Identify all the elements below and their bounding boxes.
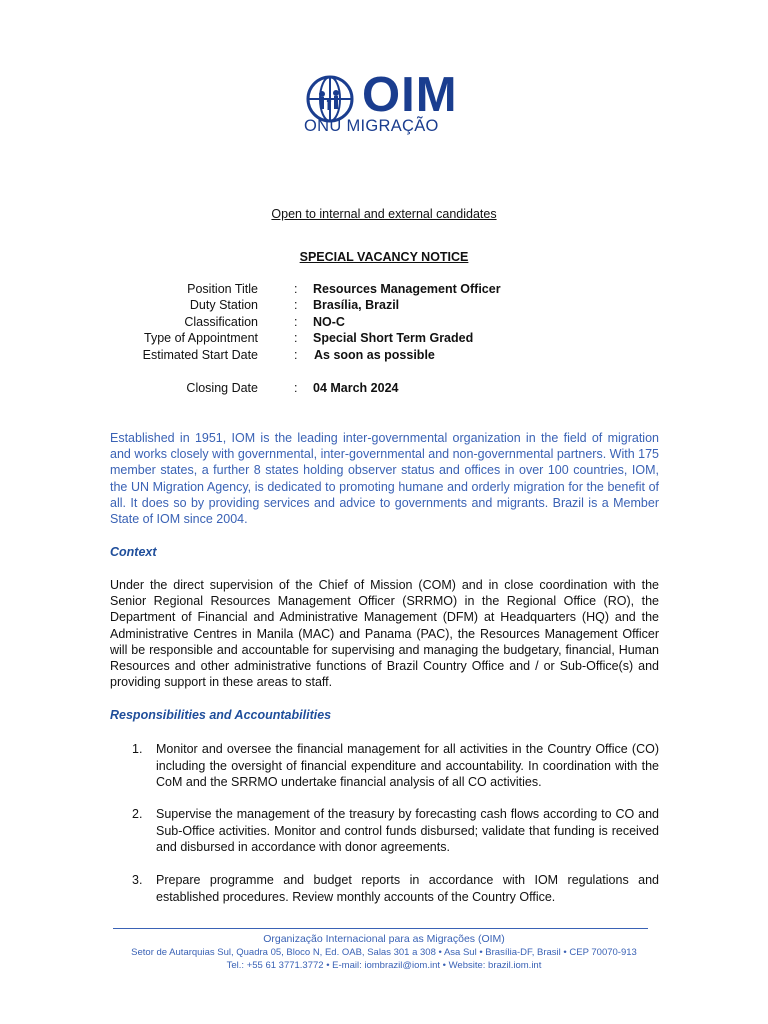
responsibilities-heading: Responsibilities and Accountabilities <box>110 708 332 722</box>
footer-address: Setor de Autarquias Sul, Quadra 05, Bloco N, Ed. OAB, Salas 301 a 308 • Asa Sul • Brasília-DF, Brasil • CEP 70070-913 <box>131 947 637 958</box>
detail-row-classification <box>0 315 768 332</box>
list-item-number: 2. <box>132 807 143 821</box>
detail-label: Classification <box>184 315 258 329</box>
footer-divider <box>113 928 648 929</box>
footer-contact: Tel.: +55 61 3771.3772 • E-mail: iombrazil@iom.int • Website: brazil.iom.int <box>226 960 542 971</box>
detail-colon: : <box>294 381 298 395</box>
detail-label: Type of Appointment <box>144 331 258 345</box>
oim-logo <box>302 68 472 142</box>
detail-row-type-of-appointment <box>0 331 768 348</box>
detail-value: As soon as possible <box>314 348 435 362</box>
context-heading: Context <box>110 545 157 559</box>
logo-acronym: OIM <box>362 68 458 122</box>
detail-colon: : <box>294 298 298 312</box>
list-item-text: Supervise the management of the treasury by forecasting cash flows according to CO and Sub-Office activities. Monitor and control funds disbursed; validate that funding is received and disbursed in accordance with donor agreements. <box>156 807 659 854</box>
detail-colon: : <box>294 348 298 362</box>
candidates-line: Open to internal and external candidates <box>271 207 497 221</box>
detail-row-duty-station <box>0 298 768 315</box>
detail-row-estimated-start-date <box>0 348 768 365</box>
detail-colon: : <box>294 315 298 329</box>
detail-label: Position Title <box>187 282 258 296</box>
detail-label: Estimated Start Date <box>142 348 258 362</box>
context-paragraph: Under the direct supervision of the Chief of Mission (COM) and in close coordination with the Senior Regional Resources Management Officer (SRRMO) in the Regional Office (RO), the Department of Financial and Administrative Management (DFM) at Headquarters (HQ) and the Administrative Centres in Manila (MAC) and Panama (PAC), the Resources Management Officer will be responsible and accountable for supervising and managing the budgetary, financial, Human Resources and other administrative functions of Brazil Country Office and / or Sub-Office(s) and providing support in these areas to staff. <box>110 578 659 690</box>
list-item-number: 3. <box>132 873 143 887</box>
detail-value: Special Short Term Graded <box>313 331 474 345</box>
footer-org-name: Organização Internacional para as Migrações (OIM) <box>263 933 505 945</box>
closing-date-label: Closing Date <box>186 381 258 395</box>
detail-value: Resources Management Officer <box>313 282 501 296</box>
detail-colon: : <box>294 331 298 345</box>
closing-date-value: 04 March 2024 <box>313 381 399 395</box>
logo-subtitle: ONU MIGRAÇÃO <box>304 117 439 135</box>
detail-value: Brasília, Brazil <box>313 298 400 312</box>
detail-colon: : <box>294 282 298 296</box>
intro-paragraph: Established in 1951, IOM is the leading inter-governmental organization in the field of migration and works closely with governmental, inter-governmental and non-governmental partners. With 175 member states, a further 8 states holding observer status and offices in over 100 countries, IOM, the UN Migration Agency, is dedicated to promoting humane and orderly migration for the benefit of all. It does so by providing services and advice to governments and migrants. Brazil is a Member State of IOM since 2004. <box>110 431 659 527</box>
list-item-text: Prepare programme and budget reports in accordance with IOM regulations and established procedures. Review monthly accounts of the Country Office. <box>156 873 659 904</box>
detail-row-closing-date <box>0 381 768 398</box>
list-item-text: Monitor and oversee the financial management for all activities in the Country Office (CO) including the oversight of financial expenditure and accountability. In coordination with the CoM and the SRRMO undertake financial analysis of all CO activities. <box>156 742 659 789</box>
detail-value: NO-C <box>313 315 345 329</box>
notice-title: SPECIAL VACANCY NOTICE <box>299 250 469 264</box>
detail-label: Duty Station <box>189 298 258 312</box>
detail-row-position-title <box>0 282 768 299</box>
list-item-number: 1. <box>132 742 143 756</box>
